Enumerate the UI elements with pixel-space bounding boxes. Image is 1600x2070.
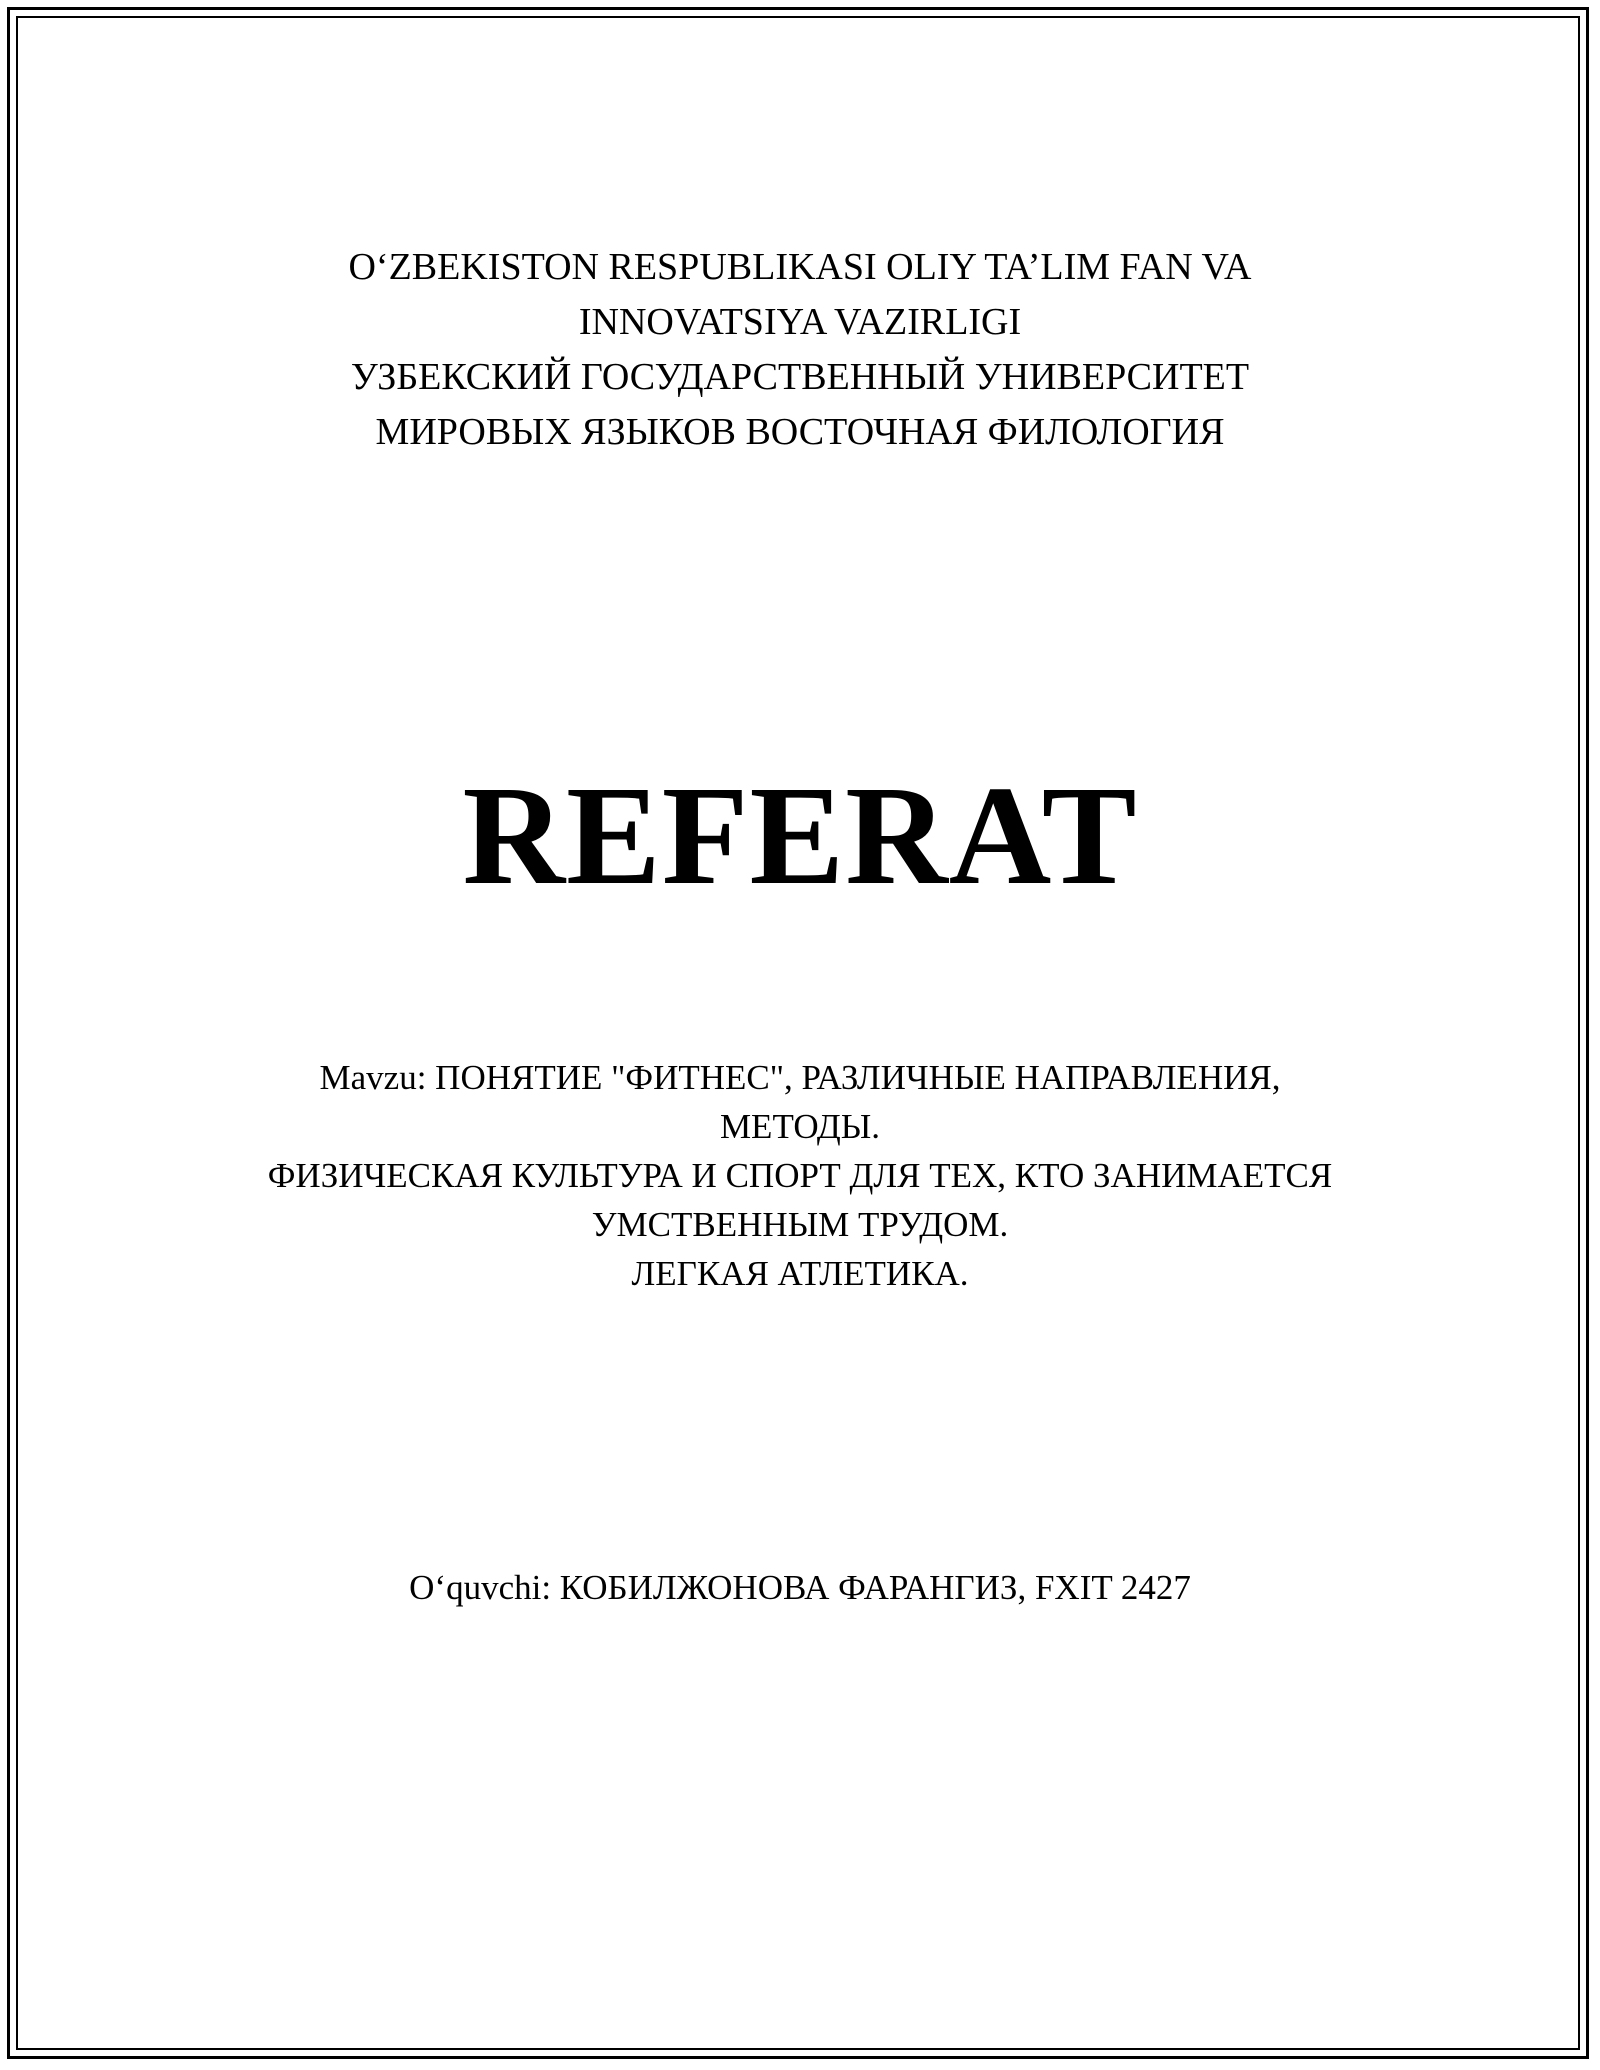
topic-line: ЛЕГКАЯ АТЛЕТИКА. bbox=[631, 1254, 969, 1293]
topic-block bbox=[0, 1053, 1600, 1298]
header-line: МИРОВЫХ ЯЗЫКОВ ВОСТОЧНАЯ ФИЛОЛОГИЯ bbox=[375, 411, 1225, 453]
header-line: INNOVATSIYA VAZIRLIGI bbox=[578, 301, 1022, 343]
document-title: REFERAT bbox=[462, 756, 1138, 914]
header-line: O‘ZBEKISTON RESPUBLIKASI OLIY TA’LIM FAN VA bbox=[348, 246, 1252, 288]
header-line: УЗБЕКСКИЙ ГОСУДАРСТВЕННЫЙ УНИВЕРСИТЕТ bbox=[350, 356, 1250, 398]
topic-line: УМСТВЕННЫМ ТРУДОМ. bbox=[591, 1205, 1009, 1244]
student-line: O‘quvchi: КОБИЛЖОНОВА ФАРАНГИЗ, FXIT 2427 bbox=[409, 1568, 1191, 1607]
institution-header bbox=[0, 240, 1600, 460]
topic-line: МЕТОДЫ. bbox=[719, 1107, 881, 1146]
topic-line: Mavzu: ПОНЯТИЕ "ФИТНЕС", РАЗЛИЧНЫЕ НАПРАВЛЕНИЯ, bbox=[319, 1058, 1281, 1097]
topic-line: ФИЗИЧЕСКАЯ КУЛЬТУРА И СПОРТ ДЛЯ ТЕХ, КТО ЗАНИМАЕТСЯ bbox=[267, 1156, 1333, 1195]
